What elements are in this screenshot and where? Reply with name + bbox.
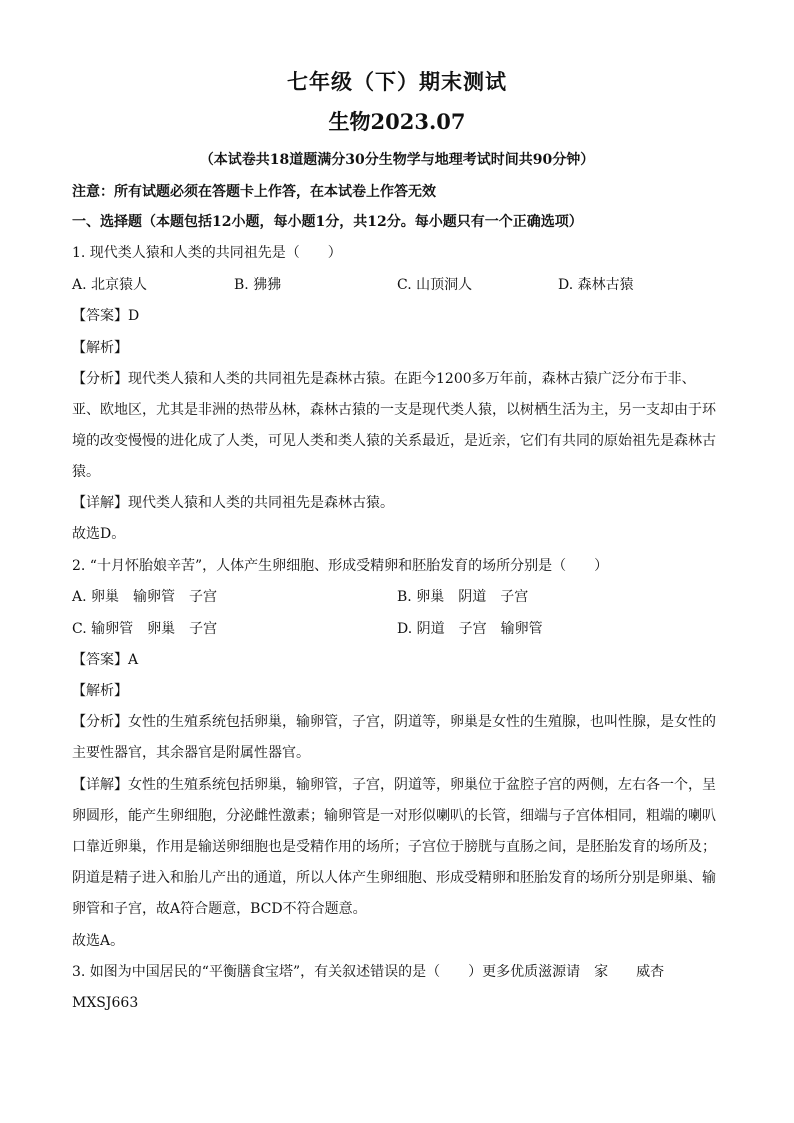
exam-note: （本试卷共18道题满分30分生物学与地理考试时间共90分钟） — [199, 152, 595, 168]
q2-answer: 【答案】A — [72, 652, 139, 668]
q1-analysis-label: 【解析】 — [72, 340, 128, 356]
q2-analysis-label: 【解析】 — [72, 683, 128, 699]
q2-xiangjie-line: 卵圆形，能产生卵细胞，分泌雌性激素；输卵管是一对形似喇叭的长管，细端与子宫体相同，粗端的喇叭 — [72, 808, 716, 824]
q1-fenxi-line: 【分析】现代类人猿和人类的共同祖先是森林古猿。在距今1200多万年前，森林古猿广泛分布于非、 — [72, 371, 696, 387]
q2-fenxi-line: 【分析】女性的生殖系统包括卵巢，输卵管，子宫，阴道等，卵巢是女性的生殖腺，也叫性腺，是女性的 — [72, 714, 716, 730]
q2-option-c: C. 输卵管 卵巢 子宫 — [72, 621, 218, 637]
q1-fenxi-line: 猿。 — [72, 464, 100, 480]
q2-choose: 故选A。 — [72, 933, 125, 949]
notice: 注意：所有试题必须在答题卡上作答，在本试卷上作答无效 — [72, 184, 436, 200]
q2-xiangjie-line: 阴道是精子进入和胎儿产出的通道，所以人体产生卵细胞、形成受精卵和胚胎发育的场所分别是卵巢、输 — [72, 870, 716, 886]
q1-answer: 【答案】D — [72, 308, 140, 324]
q1-option-b: B. 狒狒 — [234, 277, 282, 293]
q2-xiangjie-line: 【详解】女性的生殖系统包括卵巢，输卵管，子宫，阴道等，卵巢位于盆腔子宫的两侧，左右各一个，呈 — [72, 777, 716, 793]
q1-xiangjie: 【详解】现代类人猿和人类的共同祖先是森林古猿。 — [72, 495, 394, 511]
exam-subtitle: 生物2023.07 — [328, 109, 466, 134]
q2-option-a: A. 卵巢 输卵管 子宫 — [72, 589, 218, 605]
q1-fenxi-line: 亚、欧地区，尤其是非洲的热带丛林，森林古猿的一支是现代类人猿，以树栖生活为主，另一支却由于环 — [72, 402, 716, 418]
question-3-stem: 3. 如图为中国居民的“平衡膳食宝塔”，有关叙述错误的是（ ）更多优质滋源请 家 威杏 — [72, 964, 665, 980]
section-heading: 一、选择题（本题包括12小题，每小题1分，共12分。每小题只有一个正确选项） — [72, 214, 583, 230]
q2-xiangjie-line: 口靠近卵巢，作用是输送卵细胞也是受精作用的场所；子宫位于膀胱与直肠之间，是胚胎发育的场所及； — [72, 839, 716, 855]
q3-code: MXSJ663 — [72, 995, 139, 1011]
q2-xiangjie-line: 卵管和子宫，故A符合题意，BCD不符合题意。 — [72, 901, 367, 917]
q2-option-d: D. 阴道 子宫 输卵管 — [397, 621, 543, 637]
q2-fenxi-line: 主要性器官，其余器官是附属性器官。 — [72, 745, 310, 761]
q1-fenxi-line: 境的改变慢慢的进化成了人类，可见人类和类人猿的关系最近，是近亲，它们有共同的原始祖先是森林古 — [72, 433, 716, 449]
q2-option-b: B. 卵巢 阴道 子宫 — [397, 589, 529, 605]
q1-choose: 故选D。 — [72, 526, 126, 542]
question-1-stem: 1. 现代类人猿和人类的共同祖先是（ ） — [72, 245, 342, 261]
question-2-stem: 2. “十月怀胎娘辛苦”，人体产生卵细胞、形成受精卵和胚胎发育的场所分别是（ ） — [72, 558, 609, 574]
q1-option-a: A. 北京猿人 — [72, 277, 148, 293]
q1-option-d: D. 森林古猿 — [558, 277, 634, 293]
q1-option-c: C. 山顶洞人 — [397, 277, 473, 293]
exam-title: 七年级（下）期末测试 — [287, 69, 507, 94]
